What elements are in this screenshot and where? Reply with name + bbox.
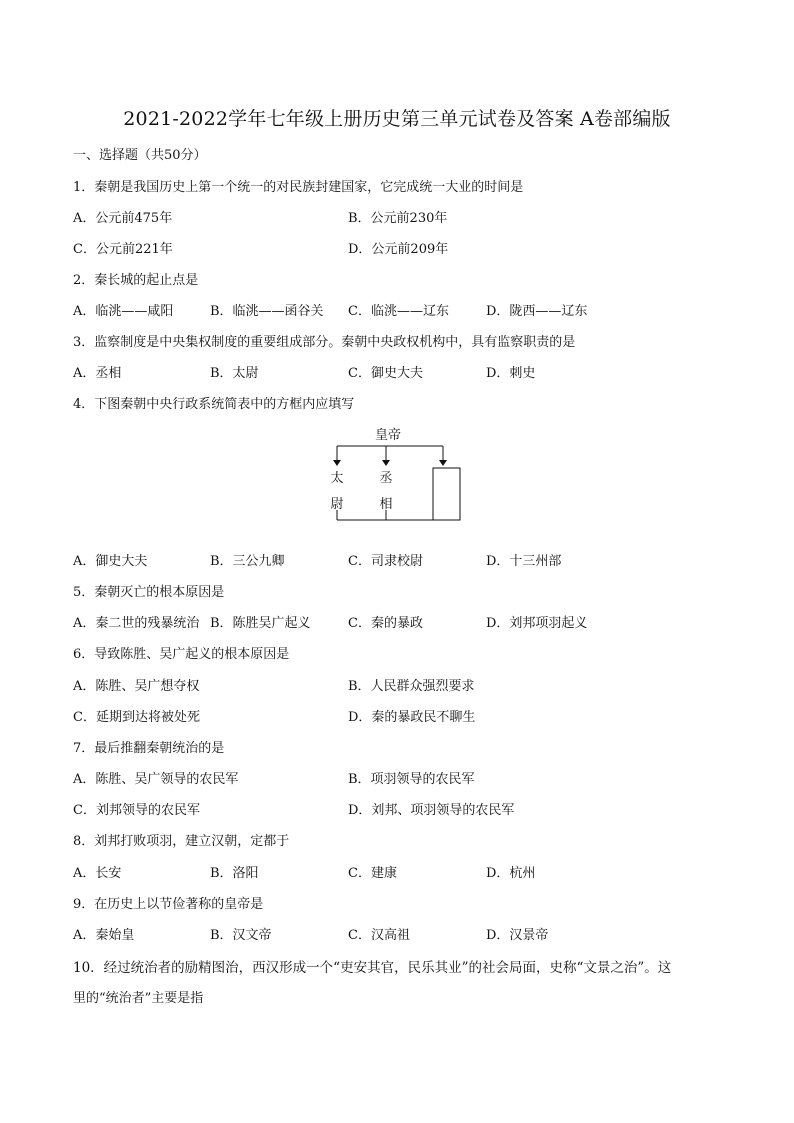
diagram-chengxiang-top: 丞	[379, 471, 393, 486]
question-9-option-a[interactable]: A．秦始皇	[73, 928, 135, 943]
question-8-stem: 8．刘邦打败项羽，建立汉朝，定都于	[73, 834, 290, 849]
diagram-taiwei-top: 太	[330, 471, 344, 486]
question-2-stem: 2．秦长城的起止点是	[73, 273, 199, 288]
question-5-option-c[interactable]: C．秦的暴政	[348, 616, 423, 631]
section-heading: 一、选择题（共50分）	[73, 148, 207, 163]
question-3-option-b[interactable]: B．太尉	[210, 366, 259, 381]
diagram-taiwei-bottom: 尉	[330, 497, 344, 512]
diagram-emperor-label: 皇帝	[374, 428, 402, 443]
question-2-option-c[interactable]: C．临洮——辽东	[348, 304, 449, 319]
question-6-option-d[interactable]: D．秦的暴政民不聊生	[348, 710, 476, 725]
question-7-option-d[interactable]: D．刘邦、项羽领导的农民军	[348, 803, 515, 818]
question-2-option-d[interactable]: D．陇西——辽东	[486, 304, 588, 319]
central-administration-diagram	[320, 422, 470, 524]
question-9-option-b[interactable]: B．汉文帝	[210, 928, 272, 943]
question-3-stem: 3．监察制度是中央集权制度的重要组成部分。秦朝中央政权机构中，具有监察职责的是	[73, 335, 576, 350]
question-4-option-d[interactable]: D．十三州部	[486, 554, 562, 569]
question-9-option-d[interactable]: D．汉景帝	[486, 928, 549, 943]
question-5-option-d[interactable]: D．刘邦项羽起义	[486, 616, 588, 631]
question-5-option-a[interactable]: A．秦二世的残暴统治	[73, 616, 200, 631]
question-1-option-c[interactable]: C．公元前221年	[73, 242, 173, 257]
question-9-option-c[interactable]: C．汉高祖	[348, 928, 410, 943]
page-title: 2021-2022学年七年级上册历史第三单元试卷及答案 A卷部编版	[123, 108, 671, 130]
question-8-option-b[interactable]: B．洛阳	[210, 866, 259, 881]
diagram-blank-box	[433, 468, 460, 520]
question-3-option-c[interactable]: C．御史大夫	[348, 366, 423, 381]
question-3-option-d[interactable]: D．刺史	[486, 366, 536, 381]
question-9-stem: 9．在历史上以节俭著称的皇帝是	[73, 897, 264, 912]
question-6-option-b[interactable]: B．人民群众强烈要求	[348, 679, 475, 694]
question-5-stem: 5．秦朝灭亡的根本原因是	[73, 585, 225, 600]
question-10-stem: 10．经过统治者的励精图治，西汉形成一个“吏安其官，民乐其业”的社会局面，史称“文景之治”。这	[73, 960, 672, 976]
question-7-option-b[interactable]: B．项羽领导的农民军	[348, 772, 475, 787]
question-2-option-a[interactable]: A．临洮——咸阳	[73, 304, 174, 319]
question-10-stem-continued: 里的“统治者”主要是指	[73, 991, 204, 1006]
question-4-stem: 4．下图秦朝中央行政系统简表中的方框内应填写	[73, 397, 355, 412]
question-8-option-c[interactable]: C．建康	[348, 866, 397, 881]
question-1-stem: 1．秦朝是我国历史上第一个统一的对民族封建国家，它完成统一大业的时间是	[73, 180, 524, 195]
question-6-option-c[interactable]: C．延期到达将被处死	[73, 710, 200, 725]
question-7-option-a[interactable]: A．陈胜、吴广领导的农民军	[73, 772, 239, 787]
question-6-option-a[interactable]: A．陈胜、吴广想夺权	[73, 679, 200, 694]
question-8-option-a[interactable]: A．长安	[73, 866, 122, 881]
question-7-stem: 7．最后推翻秦朝统治的是	[73, 741, 225, 756]
question-5-option-b[interactable]: B．陈胜吴广起义	[210, 616, 311, 631]
question-4-option-b[interactable]: B．三公九卿	[210, 554, 285, 569]
question-1-option-d[interactable]: D．公元前209年	[348, 242, 449, 257]
question-8-option-d[interactable]: D．杭州	[486, 866, 536, 881]
question-4-option-c[interactable]: C．司隶校尉	[348, 554, 423, 569]
question-3-option-a[interactable]: A．丞相	[73, 366, 122, 381]
question-1-option-a[interactable]: A．公元前475年	[73, 211, 173, 226]
question-4-option-a[interactable]: A．御史大夫	[73, 554, 148, 569]
question-7-option-c[interactable]: C．刘邦领导的农民军	[73, 803, 200, 818]
question-1-option-b[interactable]: B．公元前230年	[348, 211, 448, 226]
question-6-stem: 6．导致陈胜、吴广起义的根本原因是	[73, 647, 290, 662]
question-2-option-b[interactable]: B．临洮——函谷关	[210, 304, 324, 319]
diagram-chengxiang-bottom: 相	[379, 497, 393, 512]
